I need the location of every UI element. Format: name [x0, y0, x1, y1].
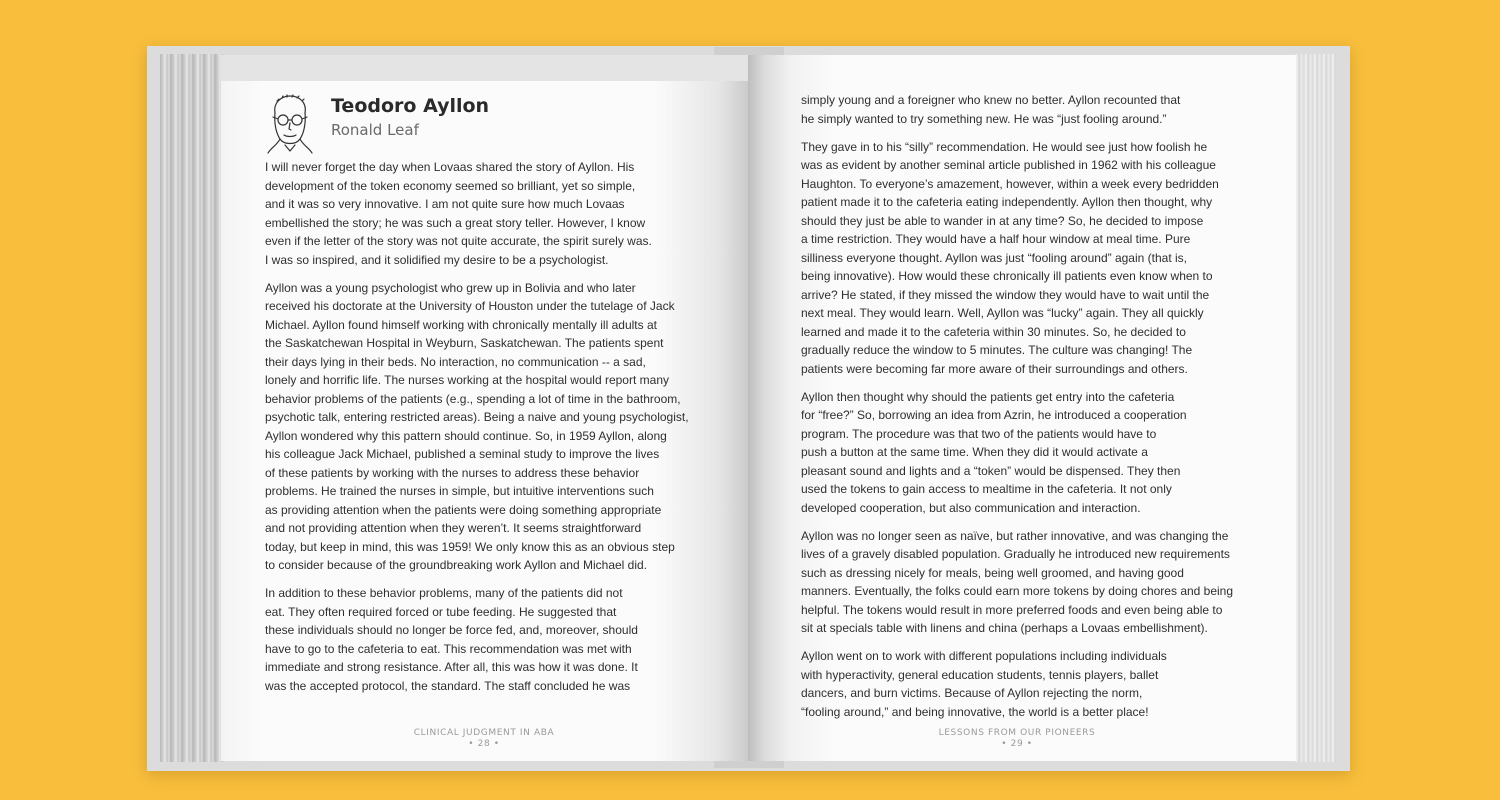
text-line: Haughton. To everyone’s amazement, however, within a week every bedridden — [801, 176, 1219, 191]
text-line: silliness everyone thought. Ayllon was just “fooling around” again (that is, — [801, 250, 1187, 265]
text-line: “fooling around,” and being innovative, the world is a better place! — [801, 704, 1149, 719]
text-line: patients were becoming far more aware of their surroundings and others. — [801, 361, 1188, 376]
text-line: used the tokens to gain access to mealtime in the cafeteria. It not only — [801, 482, 1172, 496]
text-line: Ayllon then thought why should the patients get entry into the cafeteria — [801, 389, 1175, 404]
spine-top — [714, 47, 784, 55]
portrait-sketch-icon — [265, 93, 315, 155]
text-line: immediate and strong resistance. After all, this was how it was done. It — [265, 660, 638, 674]
text-line: of these patients by working with the nurses to address these behavior — [265, 465, 640, 480]
left-text — [265, 158, 689, 705]
text-line: I was so inspired, and it solidified my desire to be a psychologist. — [265, 252, 609, 267]
text-line: lives of a gravely disabled population. Gradually he introduced new requirements — [801, 547, 1230, 561]
page-number: • 28 • — [468, 739, 500, 749]
text-line: behavior problems of the patients (e.g., spending a lot of time in the bathroom, — [265, 391, 681, 406]
text-line: next meal. They would learn. Well, Ayllon was “lucky” again. They all quickly — [801, 306, 1204, 320]
text-line: problems. He trained the nurses in simple, but intuitive interventions such — [265, 484, 654, 498]
text-line: psychotic talk, entering restricted areas). Being a naive and young psychologist, — [265, 410, 689, 424]
text-line: lonely and horrific life. The nurses working at the hospital would report many — [265, 373, 669, 387]
text-line: and it was so very innovative. I am not quite sure how much Lovaas — [265, 197, 625, 211]
text-line: these individuals should no longer be force fed, and, moreover, should — [265, 623, 638, 637]
text-line: push a button at the same time. When they did it would activate a — [801, 445, 1148, 459]
right-page-edges — [1292, 54, 1336, 762]
text-line: have to go to the cafeteria to eat. This recommendation was met with — [265, 641, 632, 656]
author-name: Ronald Leaf — [331, 121, 419, 139]
spine-bottom — [714, 760, 784, 768]
paragraph — [801, 91, 1233, 128]
text-line: being innovative). How would these chronically ill patients even know when to — [801, 269, 1213, 283]
paragraph — [265, 158, 689, 269]
left-page — [221, 55, 750, 761]
text-line: should they just be able to wander in at any time? So, he decided to impose — [801, 213, 1204, 228]
paragraph — [265, 279, 689, 575]
text-line: helpful. The tokens would result in more preferred foods and even being able to — [801, 602, 1223, 617]
paragraph — [801, 388, 1233, 518]
text-line: sit at specials table with linens and china (perhaps a Lovaas embellishment). — [801, 621, 1208, 635]
text-line: embellished the story; he was such a great story teller. However, I know — [265, 215, 646, 230]
text-line: patient made it to the cafeteria eating independently. Ayllon then thought, why — [801, 195, 1213, 209]
paragraph — [801, 647, 1233, 721]
text-line: his colleague Jack Michael, published a seminal study to improve the lives — [265, 447, 660, 461]
page-footer — [374, 728, 594, 750]
text-line: manners. Eventually, the folks could earn more tokens by doing chores and being — [801, 584, 1234, 598]
text-line: the Saskatchewan Hospital in Weyburn, Saskatchewan. The patients spent — [265, 336, 664, 350]
text-line: Ayllon was a young psychologist who grew up in Bolivia and who later — [265, 280, 636, 295]
text-line: their days lying in their beds. No interaction, no communication -- a sad, — [265, 354, 646, 369]
text-line: learned and made it to the cafeteria within 30 minutes. So, he decided to — [801, 324, 1186, 339]
text-line: In addition to these behavior problems, many of the patients did not — [265, 586, 623, 600]
page-number: • 29 • — [1001, 739, 1033, 749]
page-footer — [907, 728, 1127, 750]
text-line: Ayllon wondered why this pattern should continue. So, in 1959 Ayllon, along — [265, 428, 667, 443]
paragraph — [801, 527, 1233, 638]
running-title: CLINICAL JUDGMENT IN ABA — [413, 728, 555, 738]
text-line: with hyperactivity, general education students, tennis players, ballet — [801, 667, 1159, 682]
text-line: received his doctorate at the University of Houston under the tutelage of Jack — [265, 299, 675, 313]
text-line: he simply wanted to try something new. He was “just fooling around.” — [801, 111, 1167, 126]
text-line: such as dressing nicely for meals, being well groomed, and having good — [801, 565, 1184, 580]
text-line: simply young and a foreigner who knew no better. Ayllon recounted that — [801, 93, 1181, 107]
text-line: dancers, and burn victims. Because of Ayllon rejecting the norm, — [801, 686, 1143, 700]
right-page — [748, 55, 1296, 761]
text-line: gradually reduce the window to 5 minutes. The culture was changing! The — [801, 343, 1193, 357]
paragraph — [801, 138, 1233, 379]
text-line: I will never forget the day when Lovaas shared the story of Ayllon. His — [265, 160, 635, 174]
text-line: was the accepted protocol, the standard. The staff concluded he was — [265, 678, 631, 693]
left-page-edges — [160, 54, 224, 762]
chapter-header — [265, 93, 705, 153]
text-line: eat. They often required forced or tube feeding. He suggested that — [265, 604, 617, 619]
text-line: as providing attention when the patients were doing something appropriate — [265, 502, 662, 517]
text-line: even if the letter of the story was not quite accurate, the spirit surely was. — [265, 234, 652, 248]
text-line: and not providing attention when they weren’t. It seems straightforward — [265, 521, 642, 535]
text-line: Michael. Ayllon found himself working with chronically mentally ill adults at — [265, 317, 657, 332]
text-line: pleasant sound and lights and a “token” would be dispensed. They then — [801, 463, 1181, 478]
text-line: arrive? He stated, if they missed the window they would have to wait until the — [801, 287, 1210, 302]
text-line: Ayllon went on to work with different populations including individuals — [801, 649, 1167, 663]
text-line: for “free?” So, borrowing an idea from Azrin, he introduced a cooperation — [801, 408, 1187, 422]
text-line: to consider because of the groundbreaking work Ayllon and Michael did. — [265, 558, 648, 572]
text-line: development of the token economy seemed so brilliant, yet so simple, — [265, 178, 636, 193]
running-title: LESSONS FROM OUR PIONEERS — [938, 728, 1096, 738]
page-title: Teodoro Ayllon — [331, 95, 490, 117]
text-line: developed cooperation, but also communication and interaction. — [801, 500, 1141, 515]
text-line: a time restriction. They would have a half hour window at meal time. Pure — [801, 232, 1191, 246]
text-line: Ayllon was no longer seen as naïve, but rather innovative, and was changing the — [801, 528, 1229, 543]
text-line: They gave in to his “silly” recommendation. He would see just how foolish he — [801, 139, 1208, 154]
text-line: was as evident by another seminal article published in 1962 with his colleague — [801, 158, 1216, 172]
text-line: today, but keep in mind, this was 1959! We only know this as an obvious step — [265, 539, 675, 554]
paragraph — [265, 584, 689, 695]
right-text — [801, 91, 1233, 731]
text-line: program. The procedure was that two of the patients would have to — [801, 426, 1157, 441]
